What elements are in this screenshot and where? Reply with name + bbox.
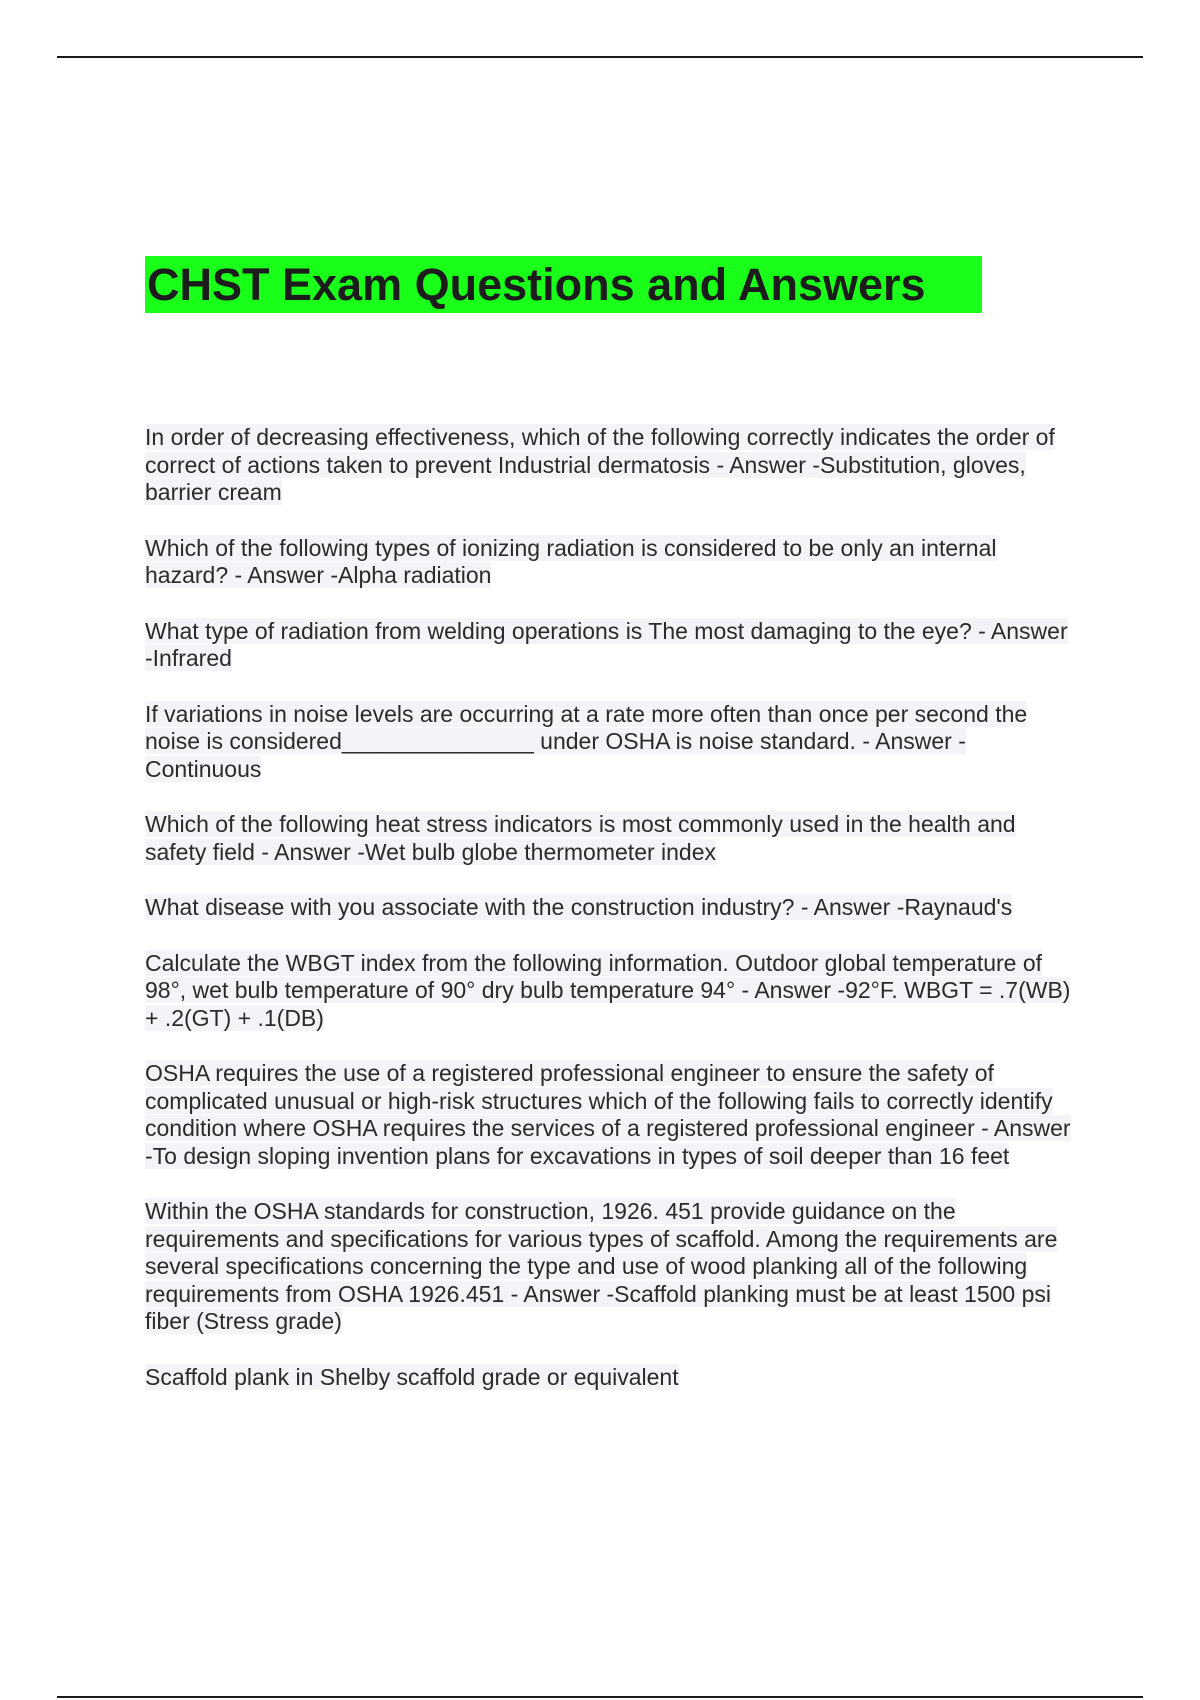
qa-item xyxy=(145,701,1080,784)
qa-text: If variations in noise levels are occurring at a rate more often than once per second the noise is considered_______________ under OSHA is noise standard. - Answer -Continuous xyxy=(145,700,1028,782)
qa-item xyxy=(145,811,1080,866)
qa-item xyxy=(145,424,1080,507)
qa-text: Calculate the WBGT index from the following information. Outdoor global temperature of 98°, wet bulb temperature of 90° dry bulb temperature 94° - Answer -92°F. WBGT = .7(WB) + .2(GT) + .1(DB) xyxy=(145,949,1071,1031)
qa-item xyxy=(145,1060,1080,1170)
document-title: CHST Exam Questions and Answers xyxy=(145,256,982,313)
qa-text: Within the OSHA standards for construction, 1926. 451 provide guidance on the requirements and specifications for various types of scaffold. Among the requirements are several specifications concerning the type and use of wood planking all of the following requirements from OSHA 1926.451 - Answer -Scaffold planking must be at least 1500 psi fiber (Stress grade) xyxy=(145,1198,1058,1334)
qa-item xyxy=(145,1198,1080,1336)
qa-item xyxy=(145,894,1080,922)
qa-list xyxy=(145,424,1080,1419)
qa-item xyxy=(145,950,1080,1033)
qa-text: Which of the following heat stress indicators is most commonly used in the health and safety field - Answer -Wet bulb globe thermometer index xyxy=(145,811,1016,865)
qa-text: OSHA requires the use of a registered professional engineer to ensure the safety of complicated unusual or high-risk structures which of the following fails to correctly identify condition where OSHA requires the services of a registered professional engineer - Answer -To design sloping invention plans for excavations in types of soil deeper than 16 feet xyxy=(145,1060,1071,1169)
qa-item xyxy=(145,618,1080,673)
qa-text: Scaffold plank in Shelby scaffold grade or equivalent xyxy=(145,1363,679,1390)
qa-text: Which of the following types of ionizing radiation is considered to be only an internal hazard? - Answer -Alpha radiation xyxy=(145,534,997,588)
qa-text: What disease with you associate with the construction industry? - Answer -Raynaud's xyxy=(145,894,1013,920)
qa-text: What type of radiation from welding operations is The most damaging to the eye? - Answer -Infrared xyxy=(145,617,1068,671)
qa-item xyxy=(145,535,1080,590)
footer-rule xyxy=(57,1696,1143,1698)
qa-item xyxy=(145,1364,1080,1392)
header-rule xyxy=(57,56,1143,58)
qa-text: In order of decreasing effectiveness, which of the following correctly indicates the order of correct of actions taken to prevent Industrial dermatosis - Answer -Substitution, gloves, barrier cream xyxy=(145,424,1055,505)
